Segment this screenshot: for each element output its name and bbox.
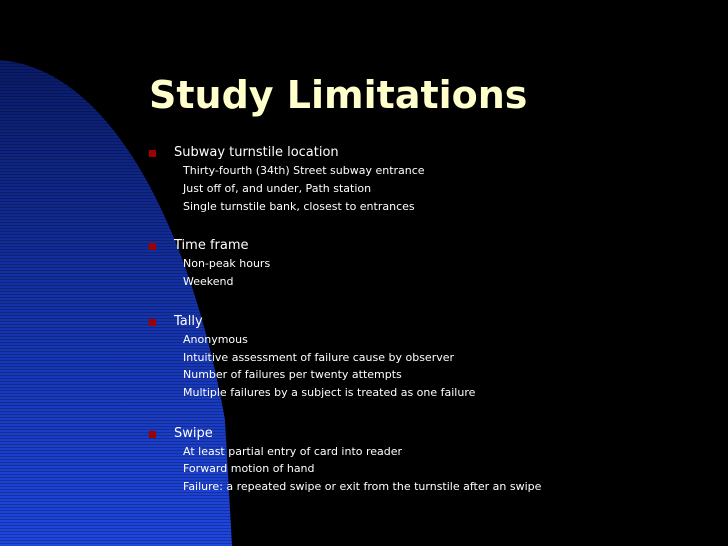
section-heading: Tally xyxy=(174,314,203,329)
bullet-icon xyxy=(149,150,156,157)
section-heading: Subway turnstile location xyxy=(174,145,339,160)
list-item: Single turnstile bank, closest to entrances xyxy=(183,200,415,213)
list-item: Thirty-fourth (34th) Street subway entrance xyxy=(183,164,425,177)
section-heading: Time frame xyxy=(174,238,249,253)
section-heading: Swipe xyxy=(174,426,213,441)
list-item: At least partial entry of card into reader xyxy=(183,445,403,458)
list-item: Multiple failures by a subject is treated as one failure xyxy=(183,386,476,399)
list-item: Failure: a repeated swipe or exit from the turnstile after an swipe xyxy=(183,480,542,493)
list-item: Number of failures per twenty attempts xyxy=(183,368,402,381)
slide-title: Study Limitations xyxy=(149,73,528,117)
bullet-icon xyxy=(149,319,156,326)
bullet-icon xyxy=(149,243,156,250)
list-item: Intuitive assessment of failure cause by observer xyxy=(183,351,455,364)
list-item: Just off of, and under, Path station xyxy=(183,182,372,195)
bullet-icon xyxy=(149,431,156,438)
list-item: Non-peak hours xyxy=(183,257,271,270)
list-item: Forward motion of hand xyxy=(183,462,315,475)
list-item: Weekend xyxy=(183,275,234,288)
list-item: Anonymous xyxy=(183,333,248,346)
